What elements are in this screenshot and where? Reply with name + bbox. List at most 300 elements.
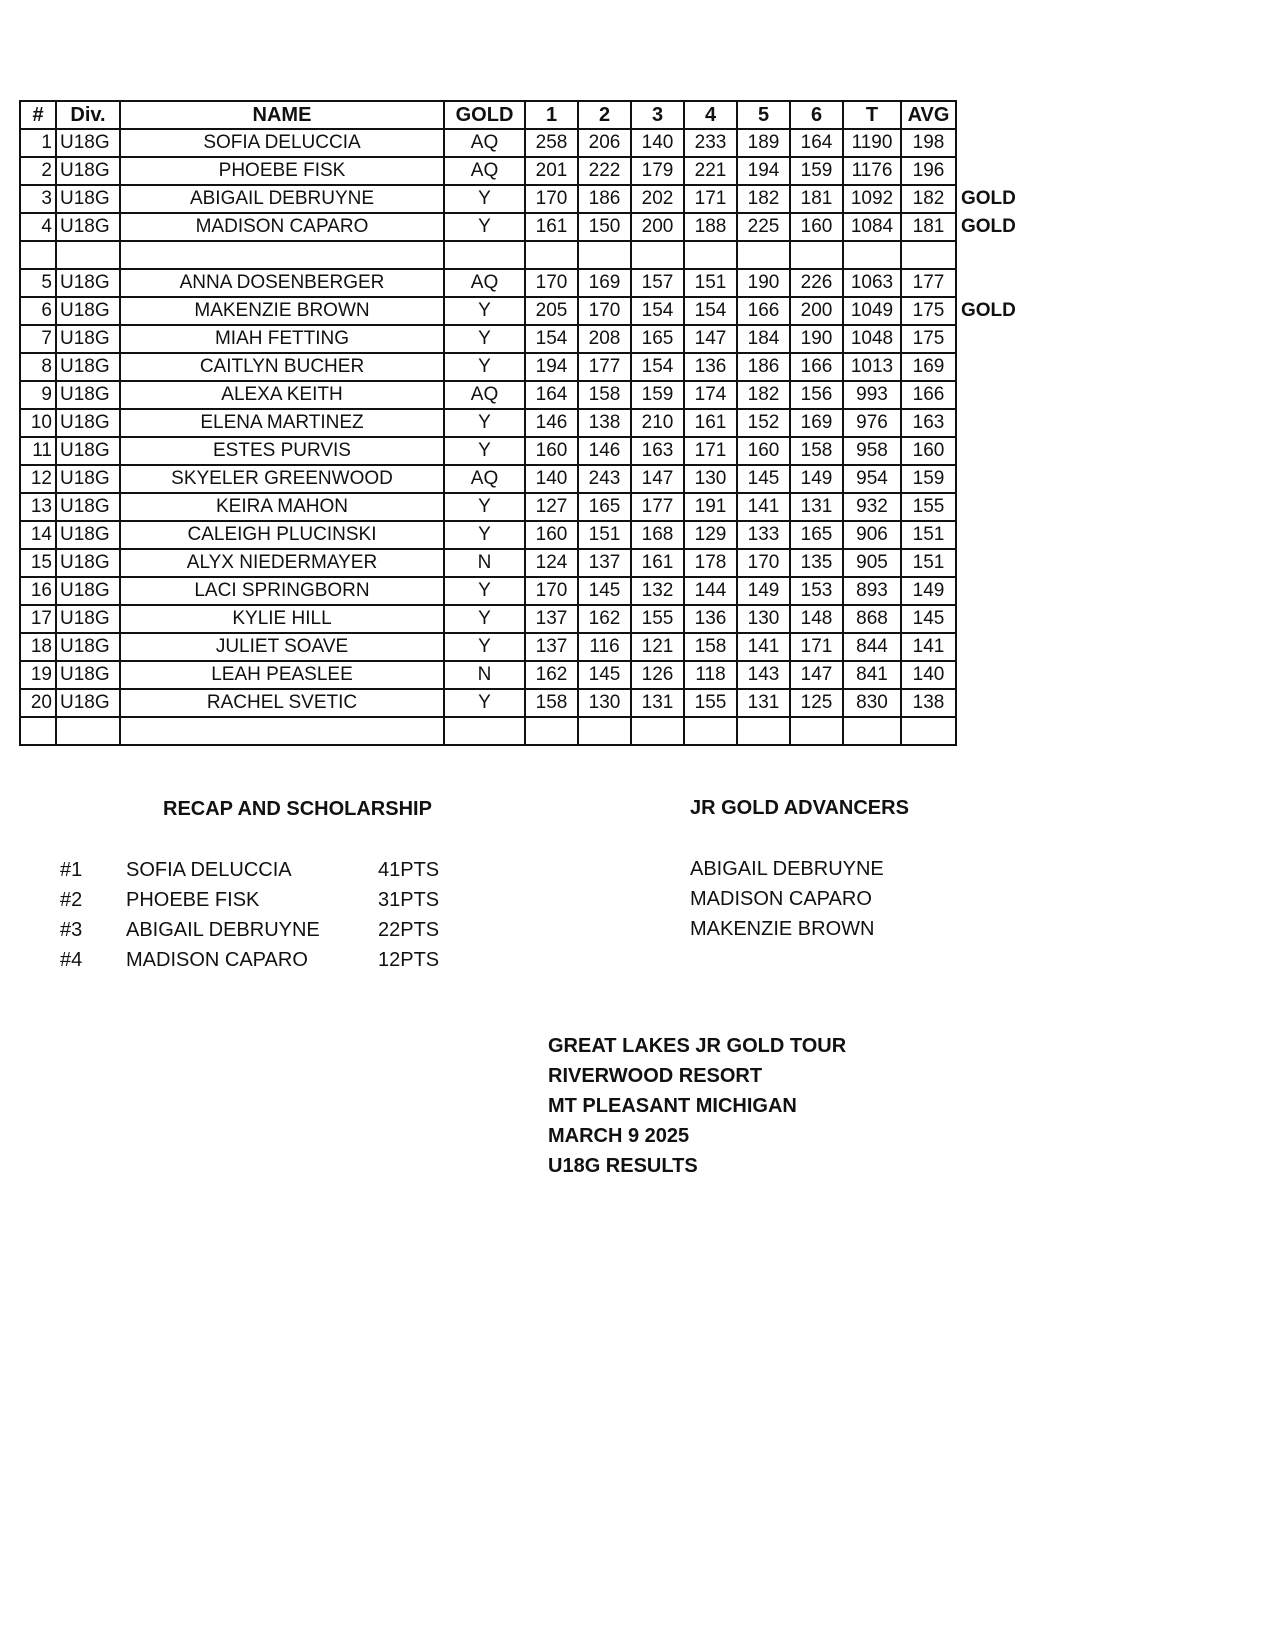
average-cell: 198 (901, 129, 956, 157)
name-cell: RACHEL SVETIC (120, 689, 444, 717)
game-score-cell: 226 (790, 269, 843, 297)
event-info-line: GREAT LAKES JR GOLD TOUR (548, 1035, 847, 1057)
game-score-cell (525, 241, 578, 269)
average-cell: 141 (901, 633, 956, 661)
game-score-cell: 200 (790, 297, 843, 325)
gold-note: GOLD (961, 300, 1016, 321)
gold-note (956, 633, 1020, 661)
game-score-cell: 155 (684, 689, 737, 717)
game-score-cell: 160 (790, 213, 843, 241)
gold-note (956, 325, 1020, 353)
table-row (20, 521, 1020, 549)
game-score-cell: 194 (525, 353, 578, 381)
total-cell: 932 (843, 493, 901, 521)
game-score-cell: 137 (525, 633, 578, 661)
game-score-cell: 170 (525, 269, 578, 297)
rank-cell: 13 (20, 493, 56, 521)
game-score-cell: 147 (684, 325, 737, 353)
column-header: Div. (56, 101, 120, 129)
game-score-cell: 143 (737, 661, 790, 689)
name-cell: LEAH PEASLEE (120, 661, 444, 689)
rank-cell: 18 (20, 633, 56, 661)
rank-cell: 1 (20, 129, 56, 157)
rank-cell: 5 (20, 269, 56, 297)
game-score-cell: 189 (737, 129, 790, 157)
table-row (20, 157, 1020, 185)
game-score-cell: 149 (790, 465, 843, 493)
gold-note (956, 689, 1020, 717)
game-score-cell: 177 (578, 353, 631, 381)
game-score-cell: 170 (525, 577, 578, 605)
game-score-cell: 145 (578, 661, 631, 689)
average-cell: 149 (901, 577, 956, 605)
column-header: 6 (790, 101, 843, 129)
game-score-cell: 149 (737, 577, 790, 605)
rank-cell: 19 (20, 661, 56, 689)
rank-cell: 6 (20, 297, 56, 325)
advancers-list (690, 854, 990, 944)
recap-rank: #2 (60, 889, 83, 911)
table-body (20, 129, 1020, 745)
average-cell: 155 (901, 493, 956, 521)
total-cell: 993 (843, 381, 901, 409)
game-score-cell: 124 (525, 549, 578, 577)
total-cell: 1092 (843, 185, 901, 213)
gold-status-cell (444, 241, 525, 269)
game-score-cell: 130 (684, 465, 737, 493)
average-cell: 169 (901, 353, 956, 381)
gold-note (956, 437, 1020, 465)
table-row (20, 241, 1020, 269)
game-score-cell: 174 (684, 381, 737, 409)
table-row (20, 465, 1020, 493)
game-score-cell: 225 (737, 213, 790, 241)
name-cell: ELENA MARTINEZ (120, 409, 444, 437)
game-score-cell: 137 (578, 549, 631, 577)
rank-cell (20, 717, 56, 745)
total-cell: 958 (843, 437, 901, 465)
gold-note (956, 577, 1020, 605)
game-score-cell: 140 (525, 465, 578, 493)
game-score-cell: 144 (684, 577, 737, 605)
name-cell: KYLIE HILL (120, 605, 444, 633)
game-score-cell: 147 (631, 465, 684, 493)
total-cell: 905 (843, 549, 901, 577)
table-row (20, 437, 1020, 465)
game-score-cell: 151 (578, 521, 631, 549)
total-cell: 1190 (843, 129, 901, 157)
division-cell: U18G (56, 185, 120, 213)
rank-cell: 20 (20, 689, 56, 717)
game-score-cell: 126 (631, 661, 684, 689)
game-score-cell: 145 (737, 465, 790, 493)
table-row (20, 269, 1020, 297)
gold-status-cell: Y (444, 353, 525, 381)
game-score-cell: 208 (578, 325, 631, 353)
game-score-cell: 146 (578, 437, 631, 465)
game-score-cell: 190 (790, 325, 843, 353)
game-score-cell: 205 (525, 297, 578, 325)
recap-points: 12PTS (378, 949, 440, 971)
table-row (20, 577, 1020, 605)
game-score-cell (790, 241, 843, 269)
advancers-title: JR GOLD ADVANCERS (690, 797, 909, 819)
game-score-cell: 179 (631, 157, 684, 185)
game-score-cell: 184 (737, 325, 790, 353)
game-score-cell: 154 (631, 353, 684, 381)
gold-status-cell: Y (444, 633, 525, 661)
game-score-cell (790, 717, 843, 745)
table-row (20, 381, 1020, 409)
column-header: T (843, 101, 901, 129)
rank-cell: 7 (20, 325, 56, 353)
gold-note (956, 409, 1020, 437)
column-header: NAME (120, 101, 444, 129)
game-score-cell: 162 (525, 661, 578, 689)
average-cell: 159 (901, 465, 956, 493)
gold-note (956, 521, 1020, 549)
division-cell: U18G (56, 577, 120, 605)
column-header: 4 (684, 101, 737, 129)
game-score-cell: 222 (578, 157, 631, 185)
average-cell: 177 (901, 269, 956, 297)
game-score-cell: 169 (578, 269, 631, 297)
game-score-cell: 147 (790, 661, 843, 689)
division-cell: U18G (56, 297, 120, 325)
average-cell (901, 241, 956, 269)
name-cell (120, 717, 444, 745)
gold-status-cell: N (444, 661, 525, 689)
recap-name: ABIGAIL DEBRUYNE (126, 919, 320, 941)
game-score-cell: 210 (631, 409, 684, 437)
recap-points: 31PTS (378, 889, 440, 911)
gold-note (956, 381, 1020, 409)
total-cell: 1176 (843, 157, 901, 185)
total-cell: 1013 (843, 353, 901, 381)
column-header: GOLD (444, 101, 525, 129)
table-row (20, 409, 1020, 437)
table-row (20, 325, 1020, 353)
gold-note (956, 605, 1020, 633)
average-cell: 140 (901, 661, 956, 689)
game-score-cell: 163 (631, 437, 684, 465)
game-score-cell: 158 (525, 689, 578, 717)
division-cell (56, 717, 120, 745)
game-score-cell: 243 (578, 465, 631, 493)
table-row (20, 129, 1020, 157)
table-row (20, 689, 1020, 717)
game-score-cell: 141 (737, 633, 790, 661)
recap-item (60, 945, 460, 975)
gold-note (956, 129, 1020, 157)
game-score-cell: 202 (631, 185, 684, 213)
division-cell: U18G (56, 465, 120, 493)
game-score-cell: 200 (631, 213, 684, 241)
column-header: 1 (525, 101, 578, 129)
game-score-cell: 160 (525, 521, 578, 549)
game-score-cell: 201 (525, 157, 578, 185)
game-score-cell: 140 (631, 129, 684, 157)
gold-status-cell: AQ (444, 381, 525, 409)
game-score-cell: 145 (578, 577, 631, 605)
total-cell: 976 (843, 409, 901, 437)
game-score-cell (631, 241, 684, 269)
gold-status-cell: Y (444, 493, 525, 521)
game-score-cell: 166 (737, 297, 790, 325)
column-header: 5 (737, 101, 790, 129)
game-score-cell: 129 (684, 521, 737, 549)
game-score-cell: 152 (737, 409, 790, 437)
average-cell: 145 (901, 605, 956, 633)
table-header-row (20, 101, 1020, 129)
game-score-cell (737, 717, 790, 745)
game-score-cell: 170 (525, 185, 578, 213)
name-cell: ANNA DOSENBERGER (120, 269, 444, 297)
gold-status-cell: Y (444, 689, 525, 717)
division-cell: U18G (56, 269, 120, 297)
game-score-cell: 178 (684, 549, 737, 577)
column-header: # (20, 101, 56, 129)
gold-note (956, 493, 1020, 521)
division-cell: U18G (56, 157, 120, 185)
gold-status-cell: Y (444, 213, 525, 241)
game-score-cell: 135 (790, 549, 843, 577)
game-score-cell: 160 (737, 437, 790, 465)
game-score-cell: 132 (631, 577, 684, 605)
average-cell: 160 (901, 437, 956, 465)
game-score-cell (737, 241, 790, 269)
gold-note (956, 269, 1020, 297)
game-score-cell: 166 (790, 353, 843, 381)
gold-status-cell: N (444, 549, 525, 577)
average-cell: 151 (901, 521, 956, 549)
game-score-cell: 171 (790, 633, 843, 661)
game-score-cell: 151 (684, 269, 737, 297)
table-row (20, 605, 1020, 633)
table-row (20, 633, 1020, 661)
total-cell (843, 241, 901, 269)
name-cell: SOFIA DELUCCIA (120, 129, 444, 157)
gold-status-cell: AQ (444, 465, 525, 493)
game-score-cell: 164 (790, 129, 843, 157)
rank-cell: 10 (20, 409, 56, 437)
event-info-line: MARCH 9 2025 (548, 1125, 690, 1147)
average-cell: 166 (901, 381, 956, 409)
game-score-cell: 159 (631, 381, 684, 409)
game-score-cell: 182 (737, 185, 790, 213)
name-cell: MADISON CAPARO (120, 213, 444, 241)
table-row (20, 185, 1020, 213)
average-cell: 182 (901, 185, 956, 213)
game-score-cell: 186 (578, 185, 631, 213)
game-score-cell: 194 (737, 157, 790, 185)
rank-cell: 15 (20, 549, 56, 577)
game-score-cell: 158 (578, 381, 631, 409)
gold-note (956, 465, 1020, 493)
total-cell: 1084 (843, 213, 901, 241)
average-cell: 175 (901, 297, 956, 325)
name-cell: PHOEBE FISK (120, 157, 444, 185)
game-score-cell (631, 717, 684, 745)
recap-name: PHOEBE FISK (126, 889, 260, 911)
average-cell: 196 (901, 157, 956, 185)
game-score-cell (684, 241, 737, 269)
note-header-spacer (956, 101, 1020, 129)
event-info (548, 1031, 846, 1181)
division-cell: U18G (56, 129, 120, 157)
game-score-cell: 146 (525, 409, 578, 437)
division-cell: U18G (56, 605, 120, 633)
name-cell: SKYELER GREENWOOD (120, 465, 444, 493)
gold-note (956, 661, 1020, 689)
average-cell: 151 (901, 549, 956, 577)
gold-note: GOLD (961, 188, 1016, 209)
recap-name: SOFIA DELUCCIA (126, 859, 292, 881)
total-cell: 906 (843, 521, 901, 549)
gold-status-cell: AQ (444, 157, 525, 185)
name-cell: ALEXA KEITH (120, 381, 444, 409)
game-score-cell: 160 (525, 437, 578, 465)
total-cell: 868 (843, 605, 901, 633)
game-score-cell: 181 (790, 185, 843, 213)
game-score-cell: 155 (631, 605, 684, 633)
recap-rank: #3 (60, 919, 83, 941)
division-cell: U18G (56, 521, 120, 549)
gold-status-cell: Y (444, 409, 525, 437)
recap-rank: #4 (60, 949, 83, 971)
game-score-cell: 130 (737, 605, 790, 633)
recap-points: 22PTS (378, 919, 440, 941)
game-score-cell: 165 (790, 521, 843, 549)
total-cell: 954 (843, 465, 901, 493)
game-score-cell (684, 717, 737, 745)
table-row (20, 661, 1020, 689)
gold-note (956, 353, 1020, 381)
total-cell: 841 (843, 661, 901, 689)
game-score-cell: 137 (525, 605, 578, 633)
game-score-cell: 136 (684, 605, 737, 633)
name-cell (120, 241, 444, 269)
gold-note (956, 549, 1020, 577)
recap-item (60, 915, 460, 945)
game-score-cell: 158 (790, 437, 843, 465)
division-cell: U18G (56, 213, 120, 241)
recap-name: MADISON CAPARO (126, 949, 308, 971)
division-cell: U18G (56, 633, 120, 661)
game-score-cell: 136 (684, 353, 737, 381)
name-cell: CALEIGH PLUCINSKI (120, 521, 444, 549)
division-cell: U18G (56, 549, 120, 577)
division-cell: U18G (56, 381, 120, 409)
column-header: 2 (578, 101, 631, 129)
rank-cell: 8 (20, 353, 56, 381)
name-cell: JULIET SOAVE (120, 633, 444, 661)
game-score-cell: 138 (578, 409, 631, 437)
game-score-cell (578, 717, 631, 745)
game-score-cell: 159 (790, 157, 843, 185)
game-score-cell: 165 (631, 325, 684, 353)
gold-status-cell: Y (444, 185, 525, 213)
game-score-cell: 121 (631, 633, 684, 661)
game-score-cell: 127 (525, 493, 578, 521)
advancer-item: MAKENZIE BROWN (690, 918, 875, 940)
average-cell (901, 717, 956, 745)
total-cell: 893 (843, 577, 901, 605)
division-cell: U18G (56, 661, 120, 689)
average-cell: 175 (901, 325, 956, 353)
gold-status-cell: Y (444, 521, 525, 549)
game-score-cell: 133 (737, 521, 790, 549)
rank-cell: 11 (20, 437, 56, 465)
table-row (20, 297, 1020, 325)
game-score-cell: 206 (578, 129, 631, 157)
game-score-cell: 233 (684, 129, 737, 157)
total-cell: 1063 (843, 269, 901, 297)
table-row (20, 717, 1020, 745)
game-score-cell: 154 (631, 297, 684, 325)
name-cell: ABIGAIL DEBRUYNE (120, 185, 444, 213)
name-cell: MIAH FETTING (120, 325, 444, 353)
game-score-cell: 153 (790, 577, 843, 605)
game-score-cell: 162 (578, 605, 631, 633)
division-cell: U18G (56, 689, 120, 717)
recap-points: 41PTS (378, 859, 440, 881)
results-table (19, 100, 1021, 746)
gold-note (956, 241, 1020, 269)
name-cell: LACI SPRINGBORN (120, 577, 444, 605)
division-cell: U18G (56, 325, 120, 353)
gold-status-cell: Y (444, 605, 525, 633)
event-info-line: MT PLEASANT MICHIGAN (548, 1095, 797, 1117)
average-cell: 138 (901, 689, 956, 717)
game-score-cell: 154 (525, 325, 578, 353)
name-cell: KEIRA MAHON (120, 493, 444, 521)
game-score-cell: 131 (790, 493, 843, 521)
game-score-cell: 157 (631, 269, 684, 297)
average-cell: 181 (901, 213, 956, 241)
game-score-cell: 116 (578, 633, 631, 661)
recap-title: RECAP AND SCHOLARSHIP (163, 798, 432, 820)
game-score-cell: 161 (684, 409, 737, 437)
name-cell: ESTES PURVIS (120, 437, 444, 465)
total-cell: 830 (843, 689, 901, 717)
gold-status-cell: Y (444, 297, 525, 325)
game-score-cell: 156 (790, 381, 843, 409)
total-cell: 1048 (843, 325, 901, 353)
gold-status-cell: Y (444, 437, 525, 465)
game-score-cell: 171 (684, 437, 737, 465)
game-score-cell: 130 (578, 689, 631, 717)
game-score-cell (525, 717, 578, 745)
event-info-line: RIVERWOOD RESORT (548, 1065, 763, 1087)
game-score-cell: 148 (790, 605, 843, 633)
game-score-cell: 158 (684, 633, 737, 661)
rank-cell: 16 (20, 577, 56, 605)
rank-cell: 3 (20, 185, 56, 213)
rank-cell: 9 (20, 381, 56, 409)
game-score-cell: 171 (684, 185, 737, 213)
rank-cell (20, 241, 56, 269)
game-score-cell: 190 (737, 269, 790, 297)
gold-note (956, 717, 1020, 745)
gold-status-cell: Y (444, 325, 525, 353)
game-score-cell: 186 (737, 353, 790, 381)
game-score-cell: 221 (684, 157, 737, 185)
rank-cell: 17 (20, 605, 56, 633)
total-cell (843, 717, 901, 745)
game-score-cell: 118 (684, 661, 737, 689)
game-score-cell: 141 (737, 493, 790, 521)
